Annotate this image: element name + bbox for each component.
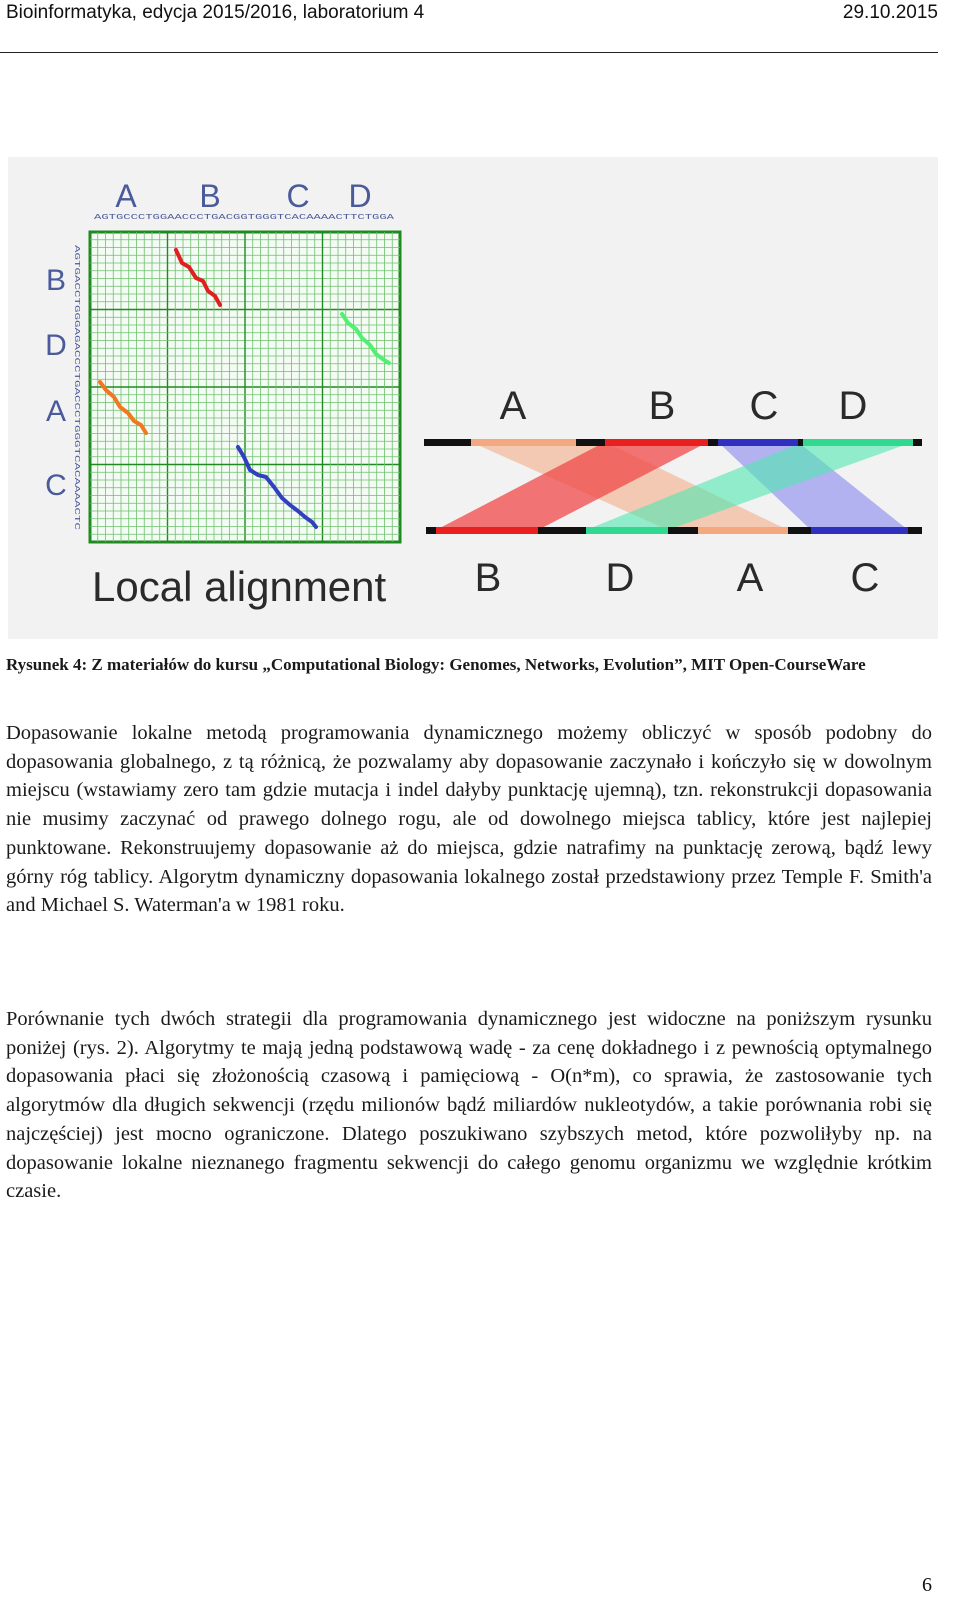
upper-label-b: B	[648, 384, 676, 428]
lower-label-c: C	[850, 556, 880, 600]
paragraph-local-alignment: Dopasowanie lokalne metodą programowania dynamicznego możemy obliczyć w sposób podobny do dopasowania globalnego, z tą różnicą, że pozwalamy aby dopasowanie zaczynało i kończyło się w dowolnym miejscu (wstawiamy zero tam gdzie mutacja i indel dałyby punktację ujemną), tzn. rekonstrukcji dopasowania nie musimy zaczynać od prawego dolnego rogu, ale od dowolnego miejsca tablicy, które jest najlepiej punktowane. Rekonstruujemy dopasowanie aż do miejsca, gdzie natrafimy na punktację zerową, bądź lewy górny róg tablicy. Algorytm dynamiczny dopasowania lokalnego został przedstawiony przez Temple F. Smith'a and Michael S. Waterman'a w 1981 roku.	[6, 722, 932, 917]
upper-label-d: D	[838, 384, 868, 428]
lower-label-a: A	[736, 556, 764, 600]
upper-bar-c	[718, 439, 798, 446]
local-alignment-figure	[8, 157, 938, 639]
figure-title: Local alignment	[92, 563, 387, 610]
dotplot-grid-lines	[90, 232, 400, 542]
upper-label-c: C	[749, 384, 779, 428]
paragraph-comparison: Porównanie tych dwóch strategii dla programowania dynamicznego jest widoczne na poniższym rysunku poniżej (rys. 2). Algorytmy te mają jedną podstawową wadę - za cenę dokładnego i z pewnością optymalnego dopasowania płaci się złożonością czasową i pamięciową - O(n*m), co sprawia, że zastosowanie tych algorytmów dla długich sekwencji (rzędu milionów bądź miliardów nukleotydów, a takie porównania robi się najczęściej) jest mocno ograniczone. Dlatego poszukiwano szybszych metod, które pozwoliłyby np. na dopasowanie lokalne nieznanego fragmentu sekwencji do całego genomu organizmu we względnie krótkim czasie.	[6, 1008, 932, 1203]
upper-label-a: A	[499, 384, 527, 428]
upper-bar-d	[803, 439, 913, 446]
left-label-c: C	[45, 469, 67, 502]
left-sequence: AGTGACCTGGGAGACCCTGACCCTGGGTCACAAAACTC	[72, 245, 80, 414]
upper-bar-a	[471, 439, 576, 446]
lower-bar-b	[436, 527, 538, 534]
top-label-a: A	[115, 178, 137, 214]
lower-bar-d	[586, 527, 668, 534]
figure-canvas	[8, 157, 938, 639]
left-label-a: A	[45, 395, 67, 428]
top-sequence: AGTGCCCTGGAACCCTGACGGTGGGTCACAAAACTTCTGGA	[94, 214, 395, 222]
upper-bar-b	[605, 439, 708, 446]
left-label-d: D	[45, 329, 67, 362]
lower-label-b: B	[474, 556, 502, 600]
lower-bar-c	[811, 527, 908, 534]
top-label-c: C	[286, 178, 310, 214]
top-label-d: D	[348, 178, 372, 214]
header-title: Bioinformatyka, edycja 2015/2016, laboratorium 4	[6, 2, 425, 23]
page-number: 6	[922, 1574, 932, 1596]
figure-caption: Rysunek 4: Z materiałów do kursu „Computational Biology: Genomes, Networks, Evolution”, MIT Open-CourseWare	[6, 655, 866, 674]
page-header	[0, 0, 938, 53]
lower-label-d: D	[605, 556, 635, 600]
left-label-b: B	[45, 264, 67, 297]
top-label-b: B	[199, 178, 221, 214]
lower-bar-a	[698, 527, 788, 534]
header-date: 29.10.2015	[842, 2, 938, 23]
